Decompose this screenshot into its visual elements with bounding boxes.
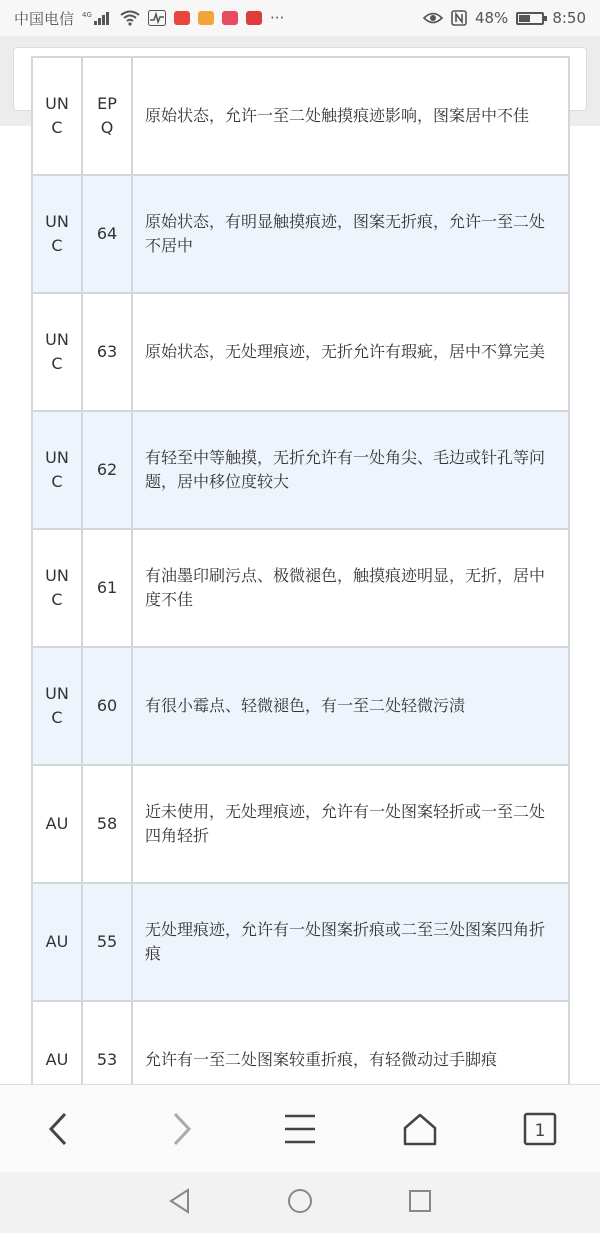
description-cell: 有很小霉点、轻微褪色，有一至二处轻微污渍 xyxy=(132,647,569,765)
table-row xyxy=(32,57,569,175)
table-row xyxy=(32,647,569,765)
more-notifications-icon: ··· xyxy=(270,9,285,27)
score-text: 58 xyxy=(96,814,118,833)
app-notification-icon xyxy=(198,11,214,25)
score-cell xyxy=(82,883,132,1001)
square-recents-icon xyxy=(408,1189,432,1213)
svg-text:4G: 4G xyxy=(82,11,92,19)
grade-cell xyxy=(32,293,82,411)
score-cell xyxy=(82,57,132,175)
score-text: 53 xyxy=(96,1050,118,1069)
activity-icon xyxy=(148,10,166,26)
grade-text: UN xyxy=(45,566,69,585)
grade-cell xyxy=(32,647,82,765)
menu-button[interactable] xyxy=(270,1099,330,1159)
grade-cell xyxy=(32,175,82,293)
score-text: EP xyxy=(97,94,117,113)
nfc-icon xyxy=(451,10,467,26)
system-home-button[interactable] xyxy=(287,1188,313,1218)
score-cell xyxy=(82,529,132,647)
app-notification-icon xyxy=(222,11,238,25)
grade-text: C xyxy=(51,118,63,137)
description-cell: 原始状态，允许一至二处触摸痕迹影响，图案居中不佳 xyxy=(132,57,569,175)
grade-text: C xyxy=(51,354,63,373)
description-cell: 允许有一至二处图案较重折痕，有轻微动过手脚痕 xyxy=(132,1001,569,1119)
grade-text: AU xyxy=(45,932,69,951)
grade-text: AU xyxy=(45,814,69,833)
page-content[interactable] xyxy=(0,94,600,1084)
battery-icon xyxy=(516,12,544,25)
tabs-button[interactable] xyxy=(510,1099,570,1159)
description-cell: 无处理痕迹，允许有一处图案折痕或二至三处图案四角折痕 xyxy=(132,883,569,1001)
signal-icon xyxy=(82,10,112,26)
grade-table xyxy=(31,56,570,1120)
grade-text: UN xyxy=(45,330,69,349)
score-text: 61 xyxy=(96,578,118,597)
tabs-icon xyxy=(523,1112,557,1146)
score-text: 55 xyxy=(96,932,118,951)
back-button[interactable] xyxy=(30,1099,90,1159)
grade-text: UN xyxy=(45,448,69,467)
table-row xyxy=(32,765,569,883)
home-button[interactable] xyxy=(390,1099,450,1159)
score-text: Q xyxy=(100,118,114,137)
grade-text: C xyxy=(51,590,63,609)
score-cell xyxy=(82,647,132,765)
grade-text: AU xyxy=(45,1050,69,1069)
grade-text: C xyxy=(51,236,63,255)
grade-cell xyxy=(32,411,82,529)
system-nav-bar xyxy=(0,1172,600,1233)
score-text: 64 xyxy=(96,224,118,243)
score-text: 62 xyxy=(96,460,118,479)
system-recents-button[interactable] xyxy=(408,1189,432,1217)
carrier-label: 中国电信 xyxy=(14,9,75,28)
description-cell: 有油墨印刷污点、极微褪色，触摸痕迹明显，无折，居中度不佳 xyxy=(132,529,569,647)
grade-text: C xyxy=(51,708,63,727)
triangle-back-icon xyxy=(168,1188,192,1214)
app-notification-icon xyxy=(174,11,190,25)
grade-text: UN xyxy=(45,684,69,703)
grade-cell xyxy=(32,883,82,1001)
table-row xyxy=(32,529,569,647)
forward-button[interactable] xyxy=(150,1099,210,1159)
score-text: 63 xyxy=(96,342,118,361)
clock: 8:50 xyxy=(552,9,586,27)
grade-cell xyxy=(32,765,82,883)
grade-cell xyxy=(32,57,82,175)
battery-percent: 48% xyxy=(474,9,509,27)
status-bar xyxy=(0,0,600,36)
browser-bottom-nav xyxy=(0,1084,600,1172)
eye-icon xyxy=(423,11,443,25)
back-arrow-icon xyxy=(45,1111,75,1147)
circle-home-icon xyxy=(287,1188,313,1214)
table-row xyxy=(32,411,569,529)
grade-text: UN xyxy=(45,94,69,113)
description-cell: 原始状态，有明显触摸痕迹，图案无折痕，允许一至二处不居中 xyxy=(132,175,569,293)
table-row xyxy=(32,883,569,1001)
grade-text: UN xyxy=(45,212,69,231)
home-icon xyxy=(402,1112,438,1146)
score-cell xyxy=(82,293,132,411)
tab-count: 1 xyxy=(534,1120,546,1141)
score-cell xyxy=(82,411,132,529)
description-cell: 原始状态，无处理痕迹，无折允许有瑕疵，居中不算完美 xyxy=(132,293,569,411)
table-row xyxy=(32,175,569,293)
grade-text: C xyxy=(51,472,63,491)
description-cell: 有轻至中等触摸，无折允许有一处角尖、毛边或针孔等问题，居中移位度较大 xyxy=(132,411,569,529)
score-cell xyxy=(82,175,132,293)
wifi-icon xyxy=(120,10,140,26)
menu-icon xyxy=(283,1113,317,1145)
score-cell xyxy=(82,765,132,883)
app-notification-icon xyxy=(246,11,262,25)
forward-arrow-icon xyxy=(165,1111,195,1147)
grade-cell xyxy=(32,529,82,647)
description-cell: 近未使用，无处理痕迹，允许有一处图案轻折或一至二处四角轻折 xyxy=(132,765,569,883)
table-row xyxy=(32,293,569,411)
score-text: 60 xyxy=(96,696,118,715)
system-back-button[interactable] xyxy=(168,1188,192,1218)
